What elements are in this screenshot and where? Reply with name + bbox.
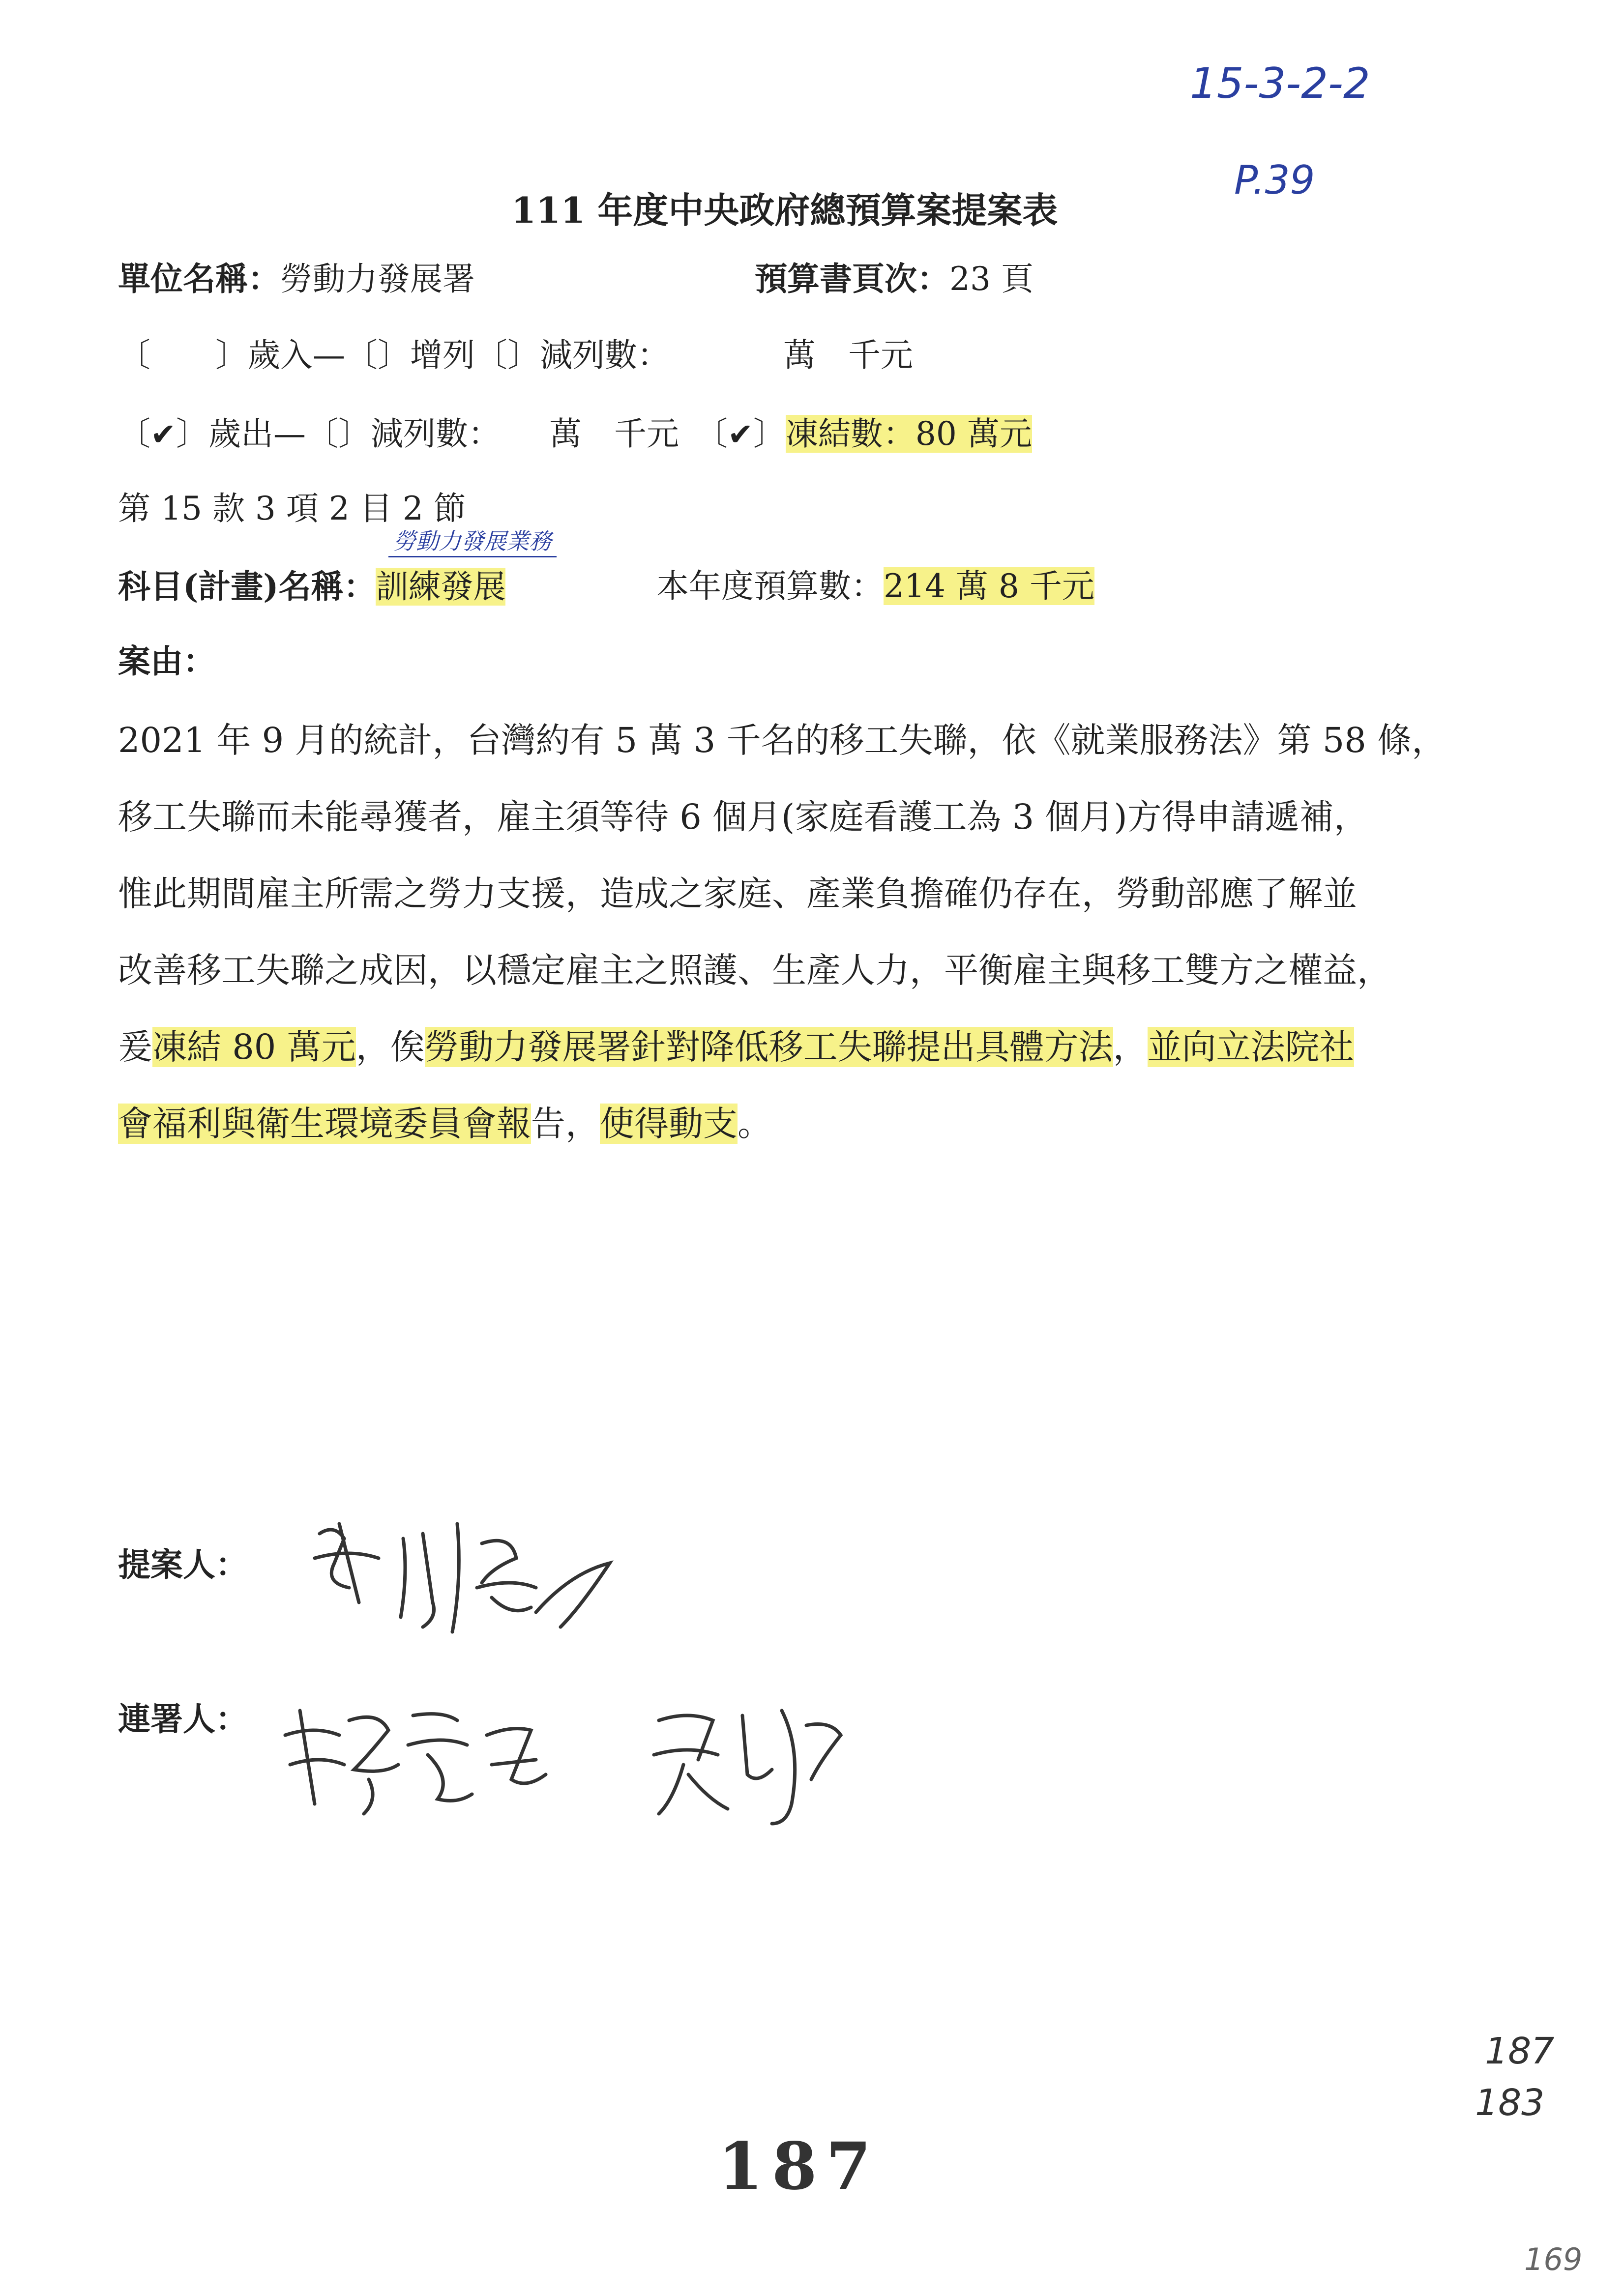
check-mark-icon: ✔ <box>150 416 176 452</box>
freeze-amount: 凍結數：80 萬元 <box>785 415 1032 453</box>
corner-annotation-top: 187 <box>1485 2030 1555 2072</box>
cosigner-signature-2 <box>644 1691 851 1833</box>
current-budget-label: 本年度預算數： <box>656 567 884 605</box>
body-text: 爰 <box>118 1027 152 1067</box>
body-text: 告， <box>531 1104 600 1144</box>
page-number: 187 <box>718 2128 880 2205</box>
subject-row <box>118 564 505 609</box>
report-highlight: 並向立法院社 <box>1147 1027 1354 1067</box>
condition-highlight: 勞動力發展署針對降低移工失聯提出具體方法 <box>424 1027 1113 1067</box>
unit-value: 勞動力發展署 <box>280 260 475 298</box>
current-budget-row <box>656 564 1094 609</box>
body-line-2: 移工失聯而未能尋獲者，雇主須等待 6 個月(家庭看護工為 3 個月)方得申請遞補， <box>118 797 1368 837</box>
page-title: 111 年度中央政府總預算案提案表 <box>511 189 1058 231</box>
revenue-line: 〔 〕歲入—〔〕增列〔〕減列數： 萬 千元 <box>118 336 913 374</box>
section-line: 第 15 款 3 項 2 目 2 節 <box>118 490 466 527</box>
body-line-3: 惟此期間雇主所需之勞力支援，造成之家庭、產業負擔確仍存在，勞動部應了解並 <box>118 873 1357 914</box>
corner-annotation-bottom: 169 <box>1524 2241 1583 2277</box>
release-highlight: 使得動支 <box>600 1104 738 1144</box>
ref-code-annotation: 15-3-2-2 <box>1190 59 1370 108</box>
check-mark-icon: ✔ <box>727 416 753 452</box>
freeze-close-bracket: 〕 <box>753 415 786 453</box>
budget-page-label: 預算書頁次： <box>755 260 949 298</box>
page-ref-annotation: P.39 <box>1234 157 1315 203</box>
expense-line <box>118 412 1032 457</box>
body-text: ，俟 <box>355 1027 425 1067</box>
insert-note-annotation: 勞動力發展業務 <box>388 523 557 557</box>
body-text: 。 <box>738 1104 772 1144</box>
proposer-signature <box>305 1504 649 1652</box>
body-line-4: 改善移工失聯之成因，以穩定雇主之照護、生產人力，平衡雇主與移工雙方之權益， <box>118 950 1391 990</box>
subject-value: 訓練發展 <box>376 568 506 606</box>
budget-page-value: 23 頁 <box>949 260 1033 298</box>
subject-label: 科目(計畫)名稱： <box>118 567 376 606</box>
body-line-6 <box>118 1085 1500 1162</box>
current-budget-value: 214 萬 8 千元 <box>884 567 1094 605</box>
unit-row <box>118 257 475 301</box>
cosigner-label: 連署人： <box>118 1700 248 1738</box>
expense-open-bracket: 〔 <box>118 415 150 453</box>
report-highlight: 會福利與衛生環境委員會報 <box>118 1104 531 1144</box>
body-text: ， <box>1113 1027 1148 1067</box>
body-line-1: 2021 年 9 月的統計，台灣約有 5 萬 3 千名的移工失聯，依《就業服務法》第 58 條， <box>118 720 1447 760</box>
cosigner-signature-1 <box>280 1681 556 1829</box>
expense-text: 〕歲出—〔〕減列數： 萬 千元 〔 <box>176 415 728 453</box>
body-line-5 <box>118 1009 1500 1085</box>
reason-label: 案由： <box>118 642 215 680</box>
proposer-label: 提案人： <box>118 1545 248 1584</box>
unit-label: 單位名稱： <box>118 260 280 298</box>
corner-annotation-mid: 183 <box>1475 2082 1545 2124</box>
budget-page-row <box>755 257 1033 301</box>
freeze-highlight: 凍結 80 萬元 <box>152 1027 356 1067</box>
